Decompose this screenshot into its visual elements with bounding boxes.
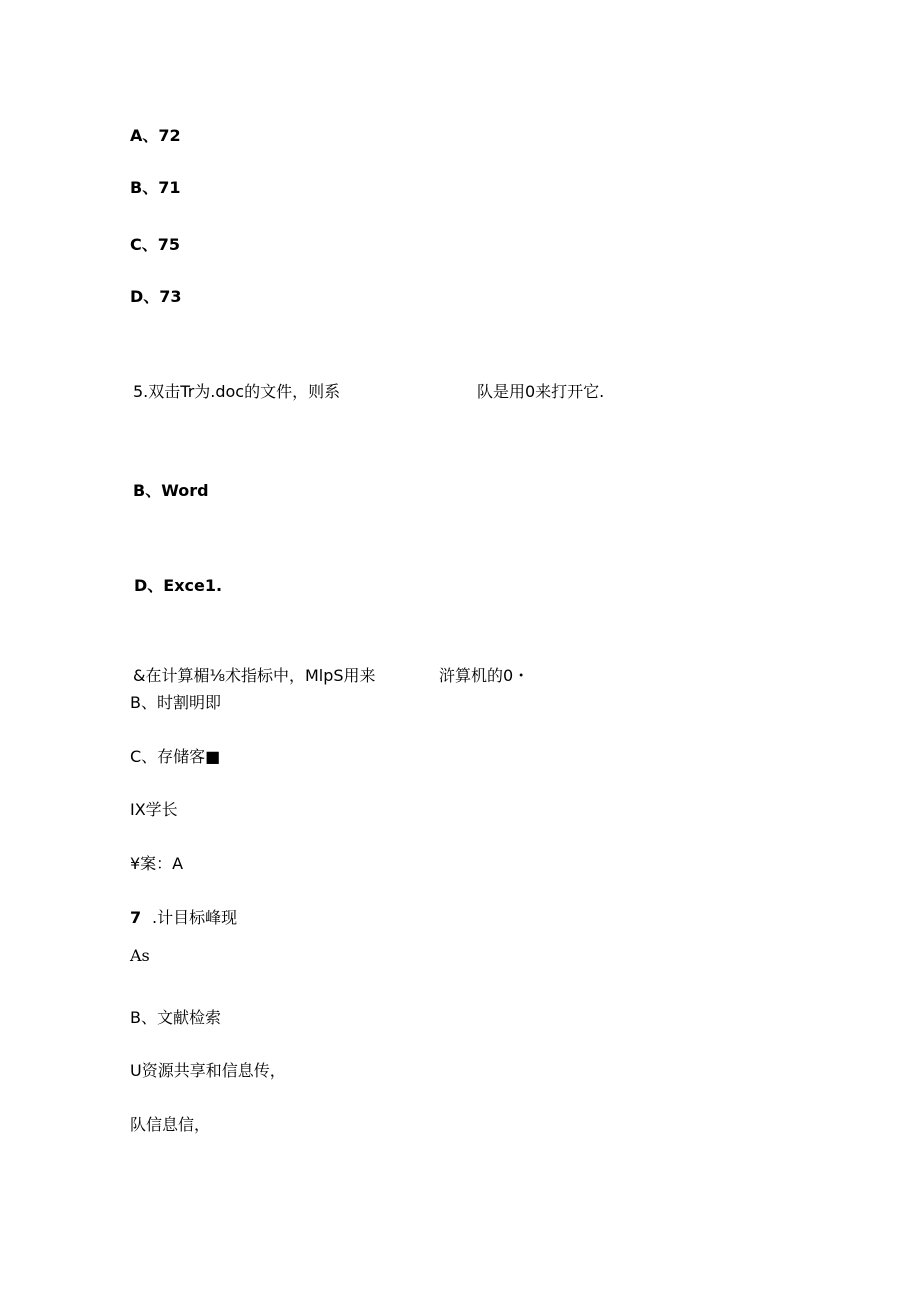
option-b-q7: B、文献检索 [130, 1008, 221, 1027]
option-d-q6: IX学长 [130, 800, 178, 819]
option-d-q5: D、Exce1. [134, 576, 223, 595]
question-6-stem-left: &在计算楣⅛术指标中，MlpS用来 [133, 666, 376, 685]
option-a-q4: A、72 [130, 126, 181, 145]
question-7-stem: .计目标峰现 [152, 908, 238, 927]
option-a-q7: As [130, 946, 150, 965]
answer-q6: ¥案：A [130, 854, 184, 873]
question-6-stem-right: 浒算机的0・ [439, 666, 530, 685]
option-b-q4: B、71 [130, 178, 181, 197]
question-5-stem-left: 5.双击Tr为.doc的文件，则系 [133, 382, 341, 401]
option-b-q6: B、时割明即 [130, 693, 221, 712]
question-7-number: 7 [130, 908, 142, 927]
option-d-q4: D、73 [130, 287, 182, 306]
option-d-q7: 队信息信， [130, 1115, 211, 1134]
option-c-q4: C、75 [130, 235, 181, 254]
option-b-q5: B、Word [133, 481, 209, 500]
option-c-q6: C、存储客■ [130, 747, 221, 766]
question-5-stem-right: 队是用0来打开它. [477, 382, 605, 401]
option-c-q7: U资源共享和信息传， [130, 1061, 286, 1080]
